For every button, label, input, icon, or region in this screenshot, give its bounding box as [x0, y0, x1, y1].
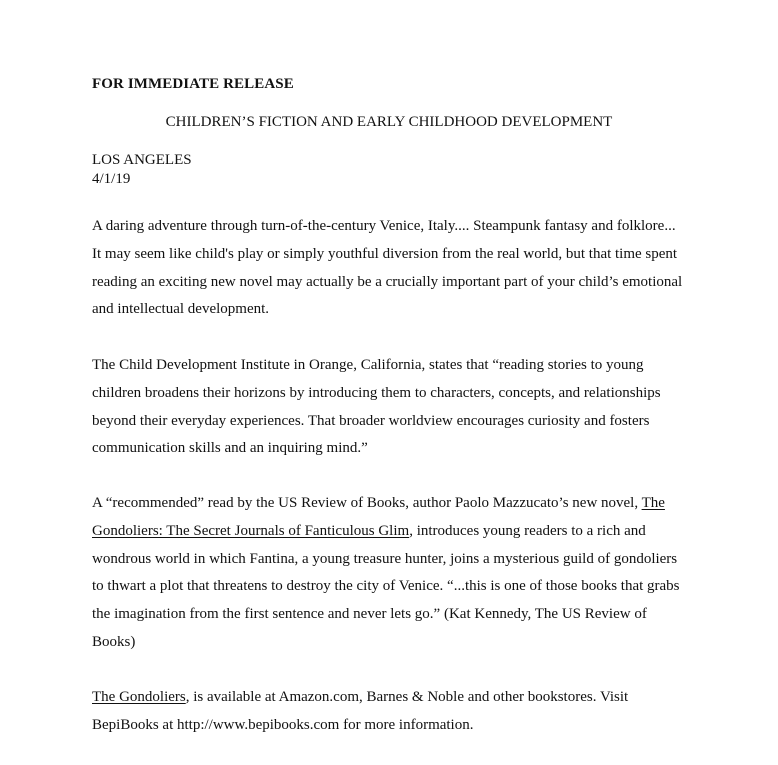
paragraph-line: A daring adventure through turn-of-the-century Venice, Italy.... Steampunk fantasy and folklore...: [92, 218, 676, 234]
paragraph-line: [92, 518, 712, 546]
paragraph-line: [92, 490, 712, 518]
line-text: , is available at Amazon.com, Barnes & Noble and other bookstores. Visit: [185, 689, 629, 705]
paragraph-line: [92, 684, 712, 712]
release-label: FOR IMMEDIATE RELEASE: [92, 76, 294, 92]
book-title: The Gondoliers: [92, 689, 186, 705]
paragraph-availability: [92, 684, 712, 740]
paragraph-quote: [92, 352, 712, 463]
paragraph-line: children broadens their horizons by introducing them to characters, concepts, and relationships: [92, 384, 661, 401]
dateline: [92, 151, 192, 189]
paragraph-line: beyond their everyday experiences. That broader worldview encourages curiosity and fosters: [92, 412, 650, 429]
paragraph-line: to thwart a plot that threatens to destroy the city of Venice. “...this is one of those books that grabs: [92, 578, 680, 595]
paragraph-line: The Child Development Institute in Orange, California, states that “reading stories to young: [92, 357, 644, 373]
paragraph-line: communication skills and an inquiring mind.”: [92, 440, 368, 457]
paragraph-intro: [92, 213, 712, 324]
paragraph-line: and intellectual development.: [92, 301, 270, 318]
book-title-part: Gondoliers: The Secret Journals of Fanticulous Glim: [92, 522, 410, 539]
headline: CHILDREN’S FICTION AND EARLY CHILDHOOD DEVELOPMENT: [165, 114, 613, 130]
paragraph-line: reading an exciting new novel may actually be a crucially important part of your child’s emotional: [92, 273, 683, 290]
dateline-city: LOS ANGELES: [92, 152, 192, 168]
paragraph-line: It may seem like child's play or simply youthful diversion from the real world, but that time spent: [92, 245, 678, 262]
line-text: , introduces young readers to a rich and: [409, 522, 646, 539]
line-text: A “recommended” read by the US Review of Books, author Paolo Mazzucato’s new novel,: [92, 495, 642, 511]
paragraph-book: [92, 490, 712, 657]
paragraph-line: wondrous world in which Fantina, a young treasure hunter, joins a mysterious guild of gondoliers: [92, 550, 678, 567]
dateline-date: 4/1/19: [92, 171, 131, 187]
paragraph-line: BepiBooks at http://www.bepibooks.com for more information.: [92, 716, 474, 733]
book-title-part: The: [641, 495, 665, 511]
paragraph-line: Books): [92, 633, 136, 650]
paragraph-line: the imagination from the first sentence and never lets go.” (Kat Kennedy, The US Review of: [92, 606, 647, 623]
